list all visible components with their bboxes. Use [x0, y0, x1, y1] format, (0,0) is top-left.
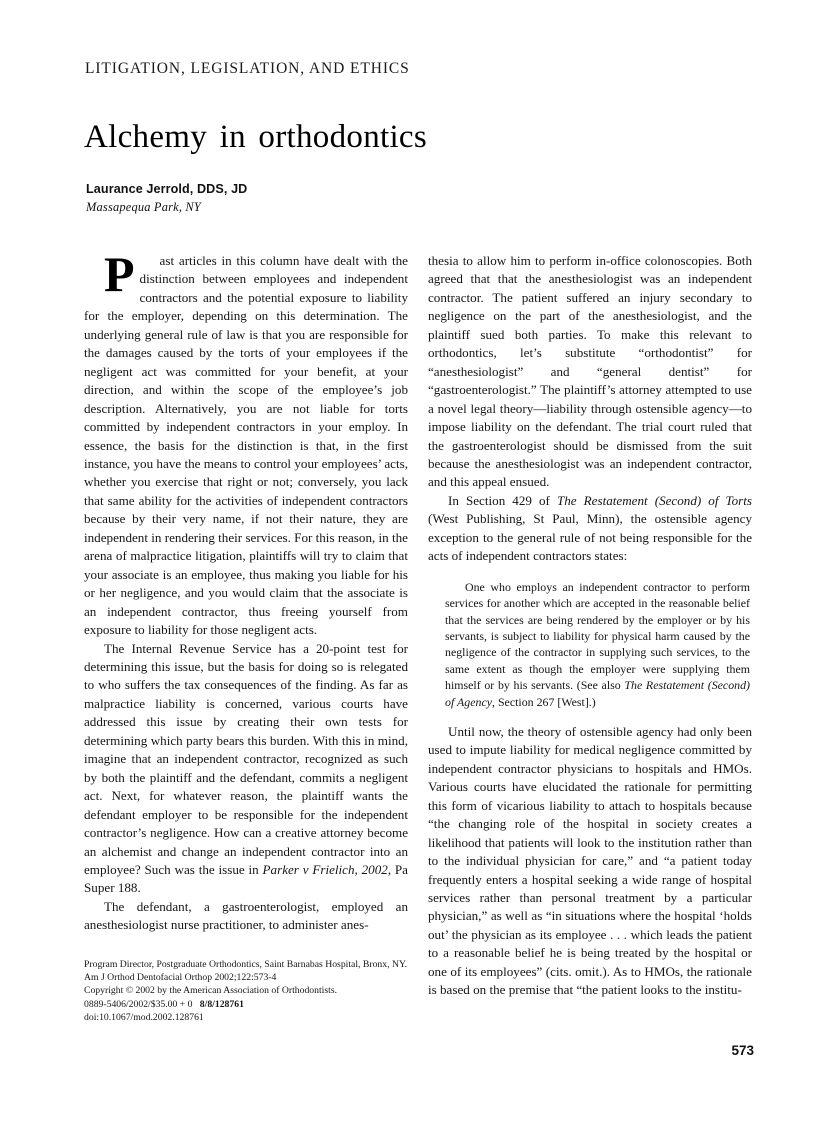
footnote-article-id: 8/8/128761 — [199, 998, 244, 1010]
case-citation-parker: Parker v Frielich, 2002 — [262, 861, 388, 877]
page-title: Alchemy in orthodontics — [84, 119, 428, 155]
citation-restatement-agency: The Restatement (Second) of Agency — [445, 678, 750, 709]
citation-restatement-torts: The Restatement (Second) of Torts — [556, 492, 752, 508]
footnote-doi: doi:10.1067/mod.2002.128761 — [84, 1011, 204, 1023]
paragraph-irs-test-text: The Internal Revenue Service has a 20-point test for determining this issue, but the basis for doing so is relegated to who suffers the tax consequences of the finding. As far as malpractice liability is concerned, various courts have addressed this issue by creating their own tests for determining which party bears this burden. With this in mind, imagine that an independent contractor, recognized as such by both the plaintiff and the defendant, commits a negligent act. Next, for whatever reason, the plaintiff wants the defendant employer to be responsible for the independent contractor’s negligence. How can a creative attorney become an alchemist and change an independent contractor into an employee? Such was the issue in — [84, 640, 408, 877]
page-number: 573 — [731, 1043, 754, 1058]
footnote-journal-citation: Am J Orthod Dentofacial Orthop 2002;122:573-4 — [84, 972, 277, 984]
author-affiliation: Massapequa Park, NY — [86, 200, 201, 214]
drop-cap: P — [104, 246, 135, 302]
paragraph-intro-text: ast articles in this column have dealt with the distinction between employees and independent contractors and the potential exposure to liability for the employer, depending on this determination. The underlying general rule of law is that you are responsible for the damages caused by the torts of your employees if the negligent act was committed for your benefit, at your direction, and within the scope of the employee’s job description. Alternatively, you are not liable for torts committed by independent contractors in your employ. In essence, the basis for the distinction is that, in the first instance, you have the means to control your employees’ acts, whether you exercise that right or not; conversely, you lack that same ability for the activities of independent contractors because by their very name, if not their nature, they are independent in rendering their services. For this reason, in the arena of malpractice litigation, plaintiffs will try to claim that your associate is an employee, thus making you liable for his or her negligence, and you would claim that the associate is an independent contractor, thus freeing yourself from exposure to liability for those negligent acts. — [84, 253, 408, 638]
paragraph-restatement-prefix: In Section 429 of — [448, 492, 557, 508]
body-column-left — [84, 246, 408, 935]
footnote-program-director: Program Director, Postgraduate Orthodontics, Saint Barnabas Hospital, Bronx, NY. — [84, 959, 408, 970]
footnote-issn-line — [84, 998, 414, 1011]
author-byline: Laurance Jerrold, DDS, JD — [86, 182, 248, 196]
paragraph-intro — [84, 246, 408, 640]
footnote-block — [84, 958, 414, 1024]
block-quote — [428, 579, 752, 710]
body-column-right — [428, 252, 752, 1000]
footnote-copyright: Copyright © 2002 by the American Association of Orthodontists. — [84, 985, 338, 997]
paragraph-restatement — [428, 492, 752, 566]
paragraph-defendant: The defendant, a gastroenterologist, employed an anesthesiologist nurse practitioner, to administer anes- — [84, 898, 408, 933]
block-quote-suffix: , Section 267 [West].) — [492, 694, 596, 709]
section-running-head: LITIGATION, LEGISLATION, AND ETHICS — [85, 60, 410, 77]
case-citation-parker-suffix: , Pa Super 188. — [84, 861, 408, 896]
paragraph-restatement-suffix: (West Publishing, St Paul, Minn), the ostensible agency exception to the general rule of not being responsible for the acts of independent contractors states: — [428, 511, 752, 564]
paragraph-irs-test — [84, 640, 408, 898]
block-quote-text: One who employs an independent contractor to perform services for another which are accepted in the reasonable belief that the services are being rendered by the employer or by his servants, is subject to liability for physical harm caused by the negligence of the contractor in supplying such services, to the same extent as though the employer were supplying them himself or by his servants. (See also — [445, 579, 750, 693]
footnote-issn: 0889-5406/2002/$35.00 + 0 — [84, 998, 193, 1010]
paragraph-ostensible-agency: Until now, the theory of ostensible agency had only been used to impute liability for medical negligence committed by independent contractor physicians to hospitals and HMOs. Various courts have elucidated the rationale for permitting this form of vicarious liability to attach to hospitals because “the changing role of the hospital in society creates a likelihood that patients will look to the institution rather than to the individual physician for care,” and “a patient today frequently enters a hospital seeking a wide range of hospital services rather than personal treatment by a particular physician,” as well as “in situations where the hospital ‘holds out’ the physician as its employee . . . which leads the patient to a reasonable belief he is being treated by the hospital or one of its employees” (cits. omit.). As to HMOs, the rationale is based on the premise that “the patient looks to the institu- — [428, 723, 752, 998]
paragraph-colonoscopy-continued: thesia to allow him to perform in-office colonoscopies. Both agreed that that the anesthesiologist was an independent contractor. The patient suffered an injury secondary to negligence on the part of the anesthesiologist, and the plaintiff sued both parties. To make this relevant to orthodontics, let’s substitute “orthodontist” for “anesthesiologist” and “general dentist” for “gastroenterologist.” The plaintiff’s attorney attempted to use a novel legal theory—liability through ostensible agency—to impose liability on the defendant. The trial court ruled that the gastroenterologist should be dismissed from the suit because the anesthesiologist was an independent contractor, and this appeal ensued. — [428, 253, 752, 490]
